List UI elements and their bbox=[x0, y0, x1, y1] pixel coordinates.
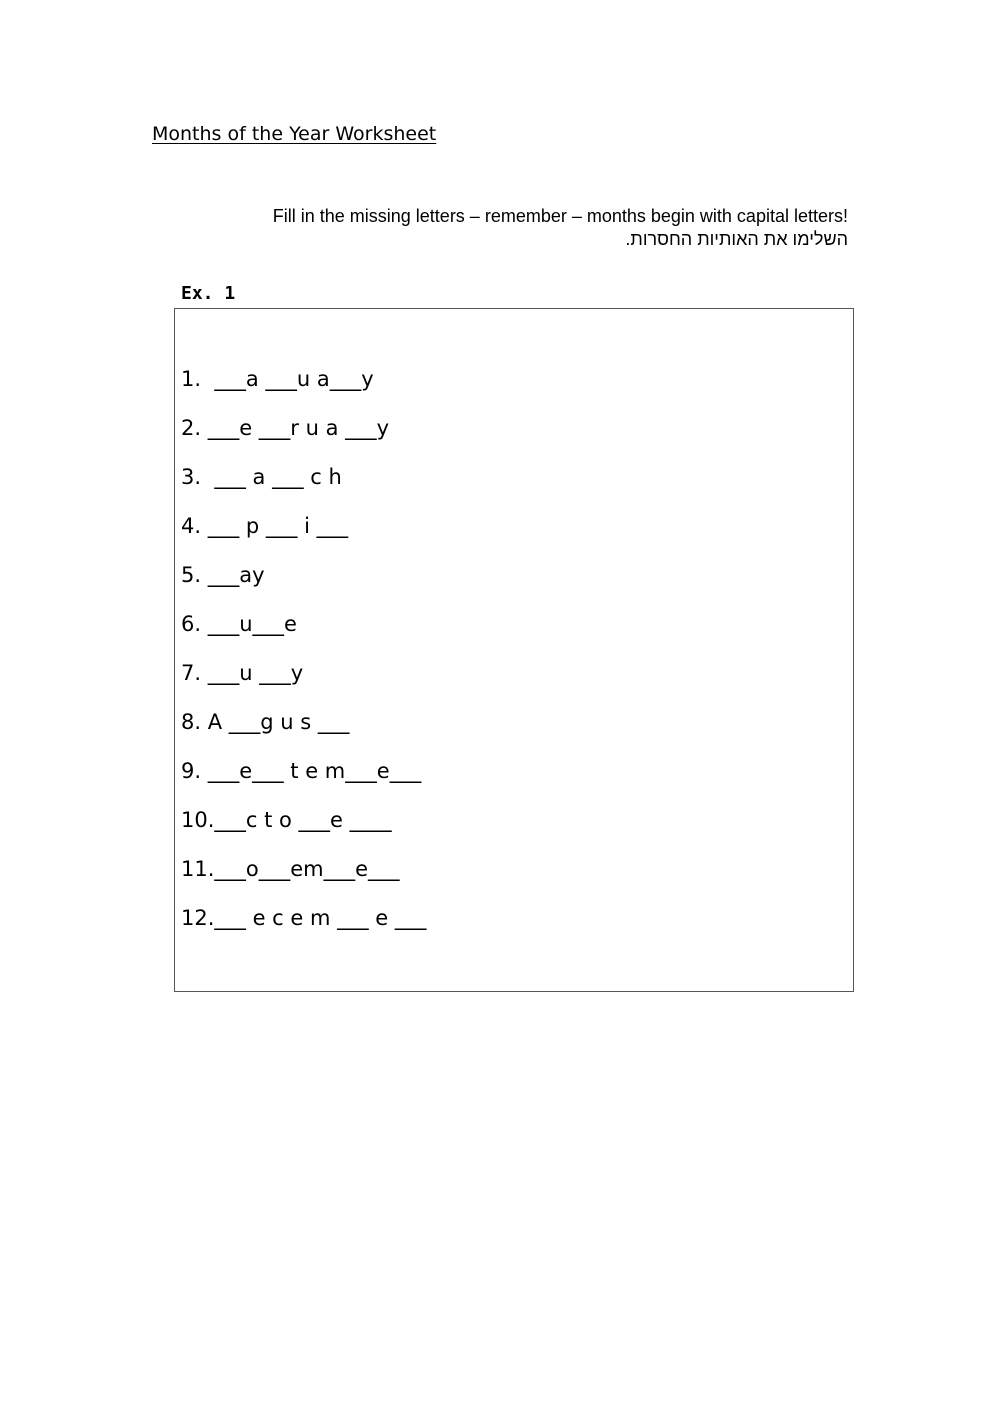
list-item: 8. A ___g u s ___ bbox=[181, 710, 350, 734]
list-item: 4. ___ p ___ i ___ bbox=[181, 514, 349, 538]
list-item: 1. ___a ___u a___y bbox=[181, 367, 374, 391]
list-item: 12.___ e c e m ___ e ___ bbox=[181, 906, 427, 930]
worksheet-title: Months of the Year Worksheet bbox=[152, 123, 437, 145]
instructions-english: Fill in the missing letters – remember – months begin with capital letters! bbox=[272, 206, 848, 226]
list-item: 6. ___u___e bbox=[181, 612, 297, 636]
list-item: 11.___o___em___e___ bbox=[181, 857, 400, 881]
instructions-hebrew: השלימו את האותיות החסרות. bbox=[625, 229, 848, 249]
list-item: 7. ___u ___y bbox=[181, 661, 304, 685]
list-item: 2. ___e ___r u a ___y bbox=[181, 416, 390, 440]
list-item: 5. ___ay bbox=[181, 563, 265, 587]
list-item: 3. ___ a ___ c h bbox=[181, 465, 342, 489]
exercise-label: Ex. 1 bbox=[181, 283, 236, 304]
list-item: 9. ___e___ t e m___e___ bbox=[181, 759, 422, 783]
instructions bbox=[148, 205, 848, 251]
list-item: 10.___c t o ___e ____ bbox=[181, 808, 392, 832]
exercise-list bbox=[181, 362, 426, 950]
